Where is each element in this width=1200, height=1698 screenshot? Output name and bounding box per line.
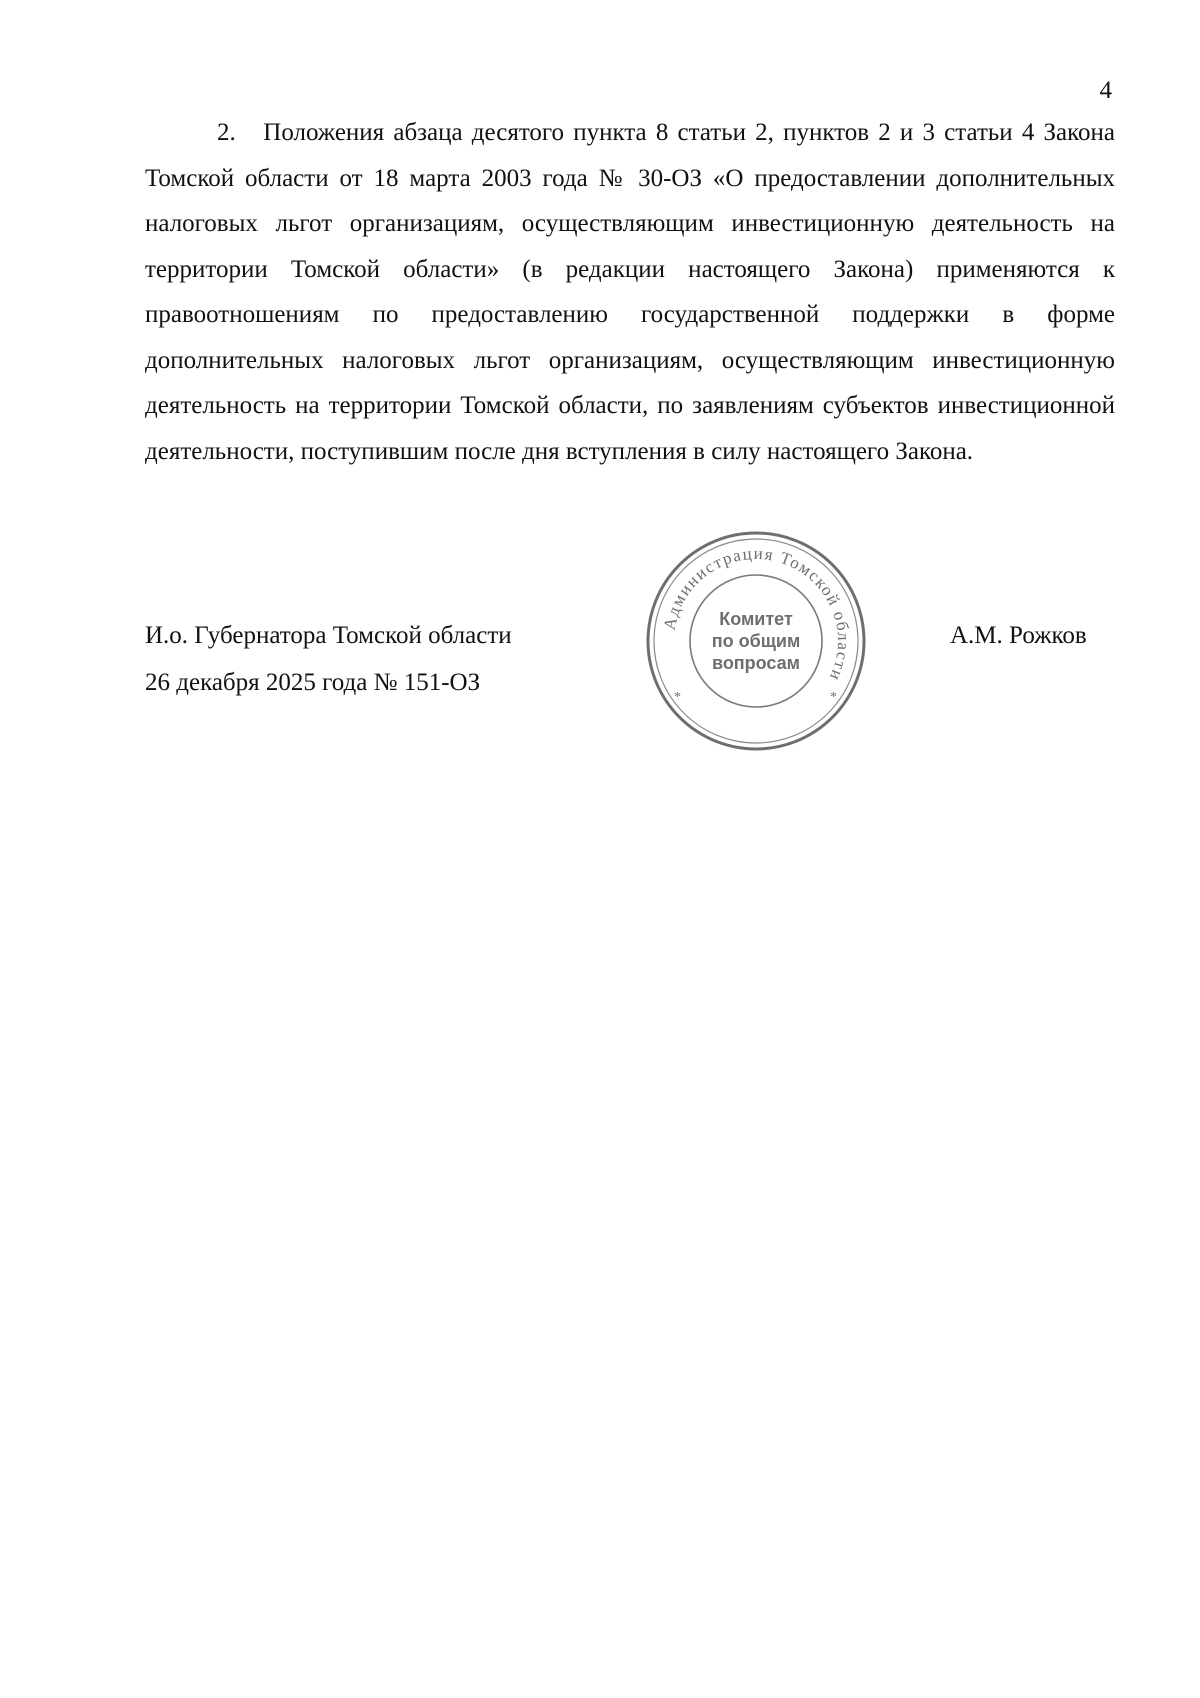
seal-star-left: * xyxy=(674,690,681,705)
law-paragraph-2: 2. Положения абзаца десятого пункта 8 статьи 2, пунктов 2 и 3 статьи 4 Закона Томской области от 18 марта 2003 года № 30-ОЗ «О предоставлении дополнительных налоговых льгот организациям, осуществляющим инвестиционную деятельность на территории Томской области» (в редакции настоящего Закона) применяются к правоотношениям по предоставлению государственной поддержки в форме дополнительных налоговых льгот организациям, осуществляющим инвестиционную деятельность на территории Томской области, по заявлениям субъектов инвестиционной деятельности, поступившим после дня вступления в силу настоящего Закона. xyxy=(145,119,1115,465)
seal-center-line-3: вопросам xyxy=(711,653,801,673)
seal-star-right: * xyxy=(830,690,837,705)
seal-graphic xyxy=(640,525,872,757)
signer-position: И.о. Губернатора Томской области xyxy=(145,622,512,649)
page-number: 4 xyxy=(1099,77,1112,104)
seal-center-line-1: Комитет xyxy=(719,609,793,629)
seal-center-line-2: по общим xyxy=(711,631,801,651)
official-seal xyxy=(640,525,872,757)
signature-block xyxy=(145,612,512,706)
seal-ring-textpath: Администрация Томской области xyxy=(659,543,854,685)
law-date-number: 26 декабря 2025 года № 151-ОЗ xyxy=(145,669,481,696)
signer-name: А.М. Рожков xyxy=(950,622,1087,649)
